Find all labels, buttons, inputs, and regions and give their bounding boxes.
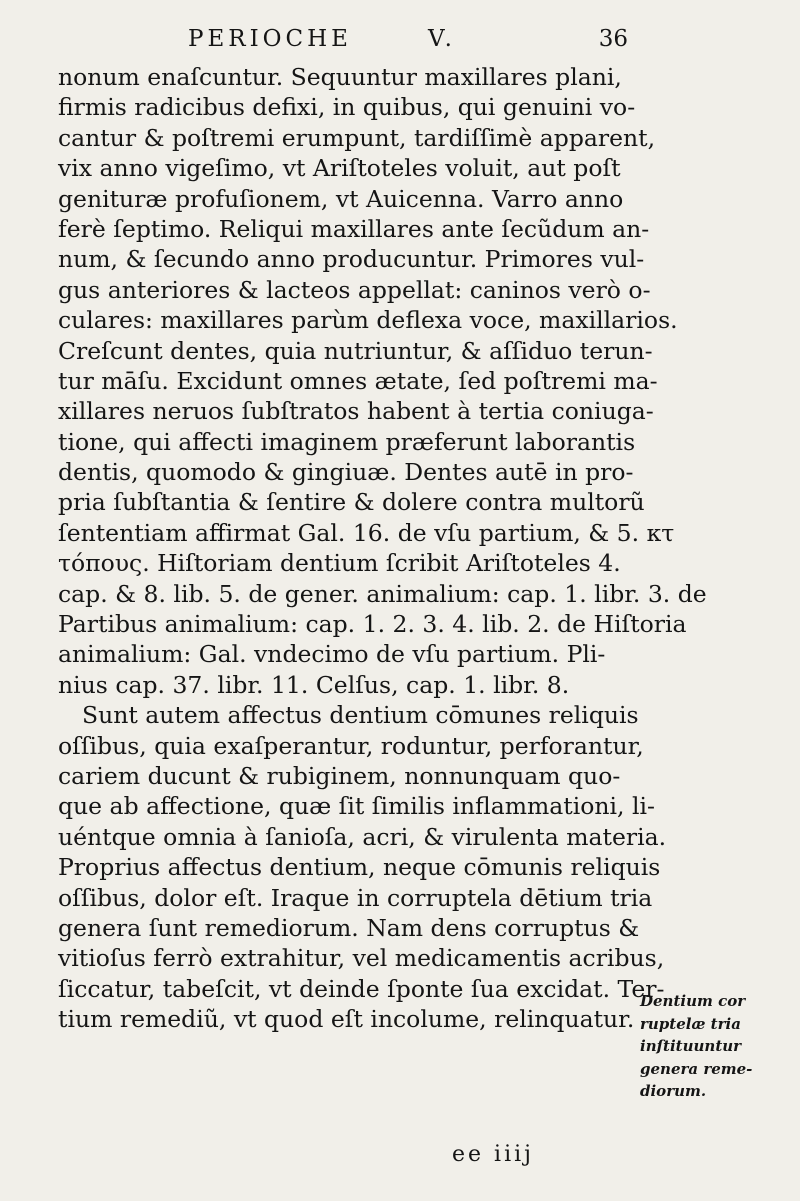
running-header <box>188 18 628 58</box>
text-line: nonum enaſcuntur. Sequuntur maxillares plani, <box>58 63 622 91</box>
margin-note-line: ruptelæ tria <box>640 1014 741 1033</box>
text-line: oſſibus, quia exaſperantur, roduntur, perforantur, <box>58 731 644 760</box>
text-line: nius cap. 37. libr. 11. Celſus, cap. 1. libr. 8. <box>58 670 570 699</box>
margin-note-line: genera reme- <box>640 1059 753 1078</box>
page-number: 36 <box>598 26 628 52</box>
text-line: tur māſu. Excidunt omnes ætate, ſed poſtremi ma- <box>58 366 658 395</box>
text-line: genituræ profuſionem, vt Auicenna. Varro anno <box>58 184 624 213</box>
text-line: ferè ſeptimo. Reliqui maxillares ante ſecũdum an- <box>58 214 650 243</box>
text-line: ſiccatur, tabeſcit, vt deinde ſponte ſua excidat. Ter- <box>58 974 665 1003</box>
text-line: tium remediũ, vt quod eſt incolume, relinquatur. <box>58 1005 635 1034</box>
text-line: oſſibus, dolor eſt. Iraque in corruptela dētium tria <box>58 883 653 912</box>
text-line: ſententiam affirmat Gal. 16. de vſu partium, & 5. κτ <box>58 518 675 547</box>
text-line: τόπους. Hiſtoriam dentium ſcribit Ariſtoteles 4. <box>58 549 621 578</box>
text-line: culares: maxillares parùm deflexa voce, maxillarios. <box>58 306 678 335</box>
text-line: genera ſunt remediorum. Nam dens corruptus & <box>58 913 640 942</box>
text-line: cariem ducunt & rubiginem, nonnunquam quo- <box>58 761 621 790</box>
margin-note-line: diorum. <box>640 1082 707 1100</box>
text-line: cantur & poſtremi erumpunt, tardiſſimè apparent, <box>58 123 656 152</box>
margin-note <box>640 990 790 1103</box>
text-line: Proprius affectus dentium, neque cōmunis reliquis <box>58 853 661 882</box>
text-line: cap. & 8. lib. 5. de gener. animalium: cap. 1. libr. 3. de <box>58 579 707 608</box>
text-line: firmis radicibus defixi, in quibus, qui genuini vo- <box>58 93 636 122</box>
text-line: tione, qui affecti imaginem præferunt laborantis <box>58 427 636 456</box>
margin-note-line: Dentium cor <box>640 992 746 1010</box>
text-line: animalium: Gal. vndecimo de vſu partium. Pli- <box>58 640 606 669</box>
text-line: uéntque omnia à ſanioſa, acri, & virulenta materia. <box>58 822 667 851</box>
text-line: vitioſus ferrò extrahitur, vel medicamentis acribus, <box>58 944 665 973</box>
text-line: Partibus animalium: cap. 1. 2. 3. 4. lib. 2. de Hiſtoria <box>58 610 687 639</box>
margin-note-line: inſtituuntur <box>640 1037 742 1055</box>
text-line: Creſcunt dentes, quia nutriuntur, & aſſiduo terun- <box>58 336 653 365</box>
text-line: pria ſubſtantia & ſentire & dolere contra multorũ <box>58 488 645 517</box>
text-line: xillares neruos ſubſtratos habent à tertia coniuga- <box>58 397 654 426</box>
text-line: que ab affectione, quæ ſit ſimilis inflammationi, li- <box>58 792 655 821</box>
header-title: PERIOCHE <box>188 26 352 52</box>
header-section: V. <box>428 26 456 52</box>
text-line: dentis, quomodo & gingiuæ. Dentes autē in pro- <box>58 458 634 487</box>
text-line: num, & ſecundo anno producuntur. Primores vul- <box>58 245 645 274</box>
signature-mark: ee iiij <box>452 1142 534 1167</box>
text-line: gus anteriores & lacteos appellat: caninos verò o- <box>58 275 651 304</box>
text-line-paragraph-start: Sunt autem affectus dentium cōmunes reliquis <box>82 701 639 730</box>
text-line: vix anno vigeſimo, vt Ariſtoteles voluit, aut poſt <box>58 154 621 183</box>
